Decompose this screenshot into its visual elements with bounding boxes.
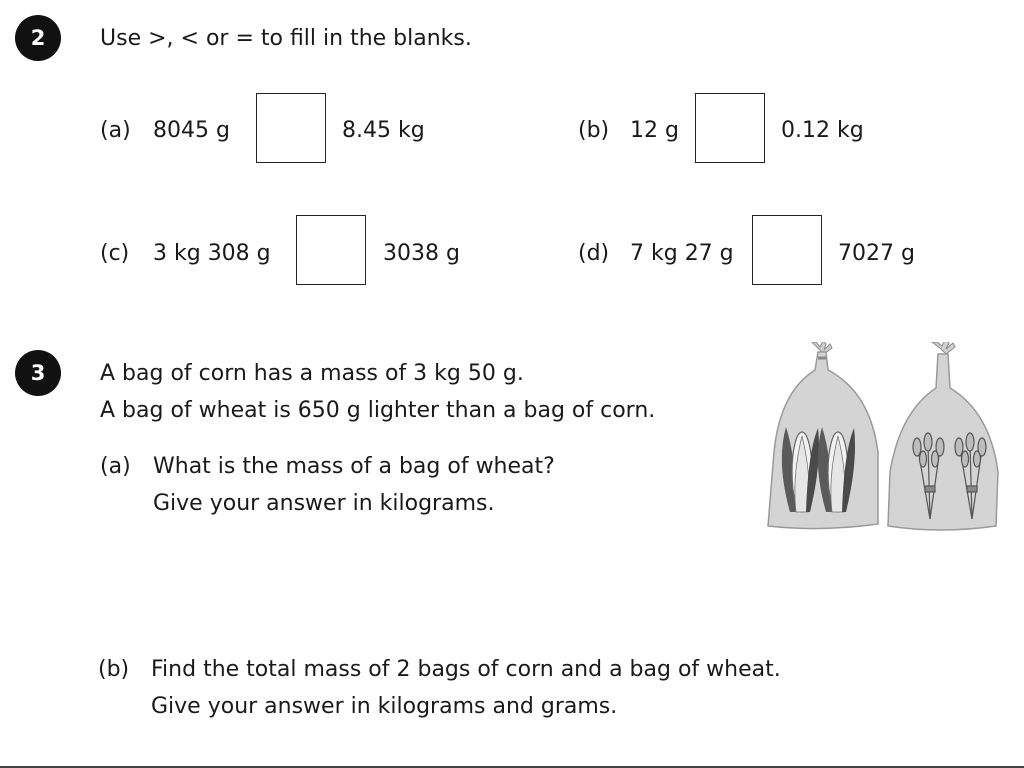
q2-part-a-right-value: 8.45 kg bbox=[342, 118, 425, 143]
q2-part-b-answer-box[interactable] bbox=[695, 93, 765, 163]
question-2-number: 2 bbox=[15, 15, 61, 61]
question-2-instruction: Use >, < or = to fill in the blanks. bbox=[100, 26, 472, 51]
q3-part-a-label: (a) bbox=[100, 454, 131, 479]
q2-part-c-right-value: 3038 g bbox=[383, 241, 460, 266]
q2-part-d-right-value: 7027 g bbox=[838, 241, 915, 266]
corn-and-wheat-bags-illustration bbox=[760, 342, 1010, 534]
q2-part-d-left-value: 7 kg 27 g bbox=[630, 241, 734, 266]
q2-part-d-label: (d) bbox=[578, 241, 610, 266]
q2-part-b-right-value: 0.12 kg bbox=[781, 118, 864, 143]
q3-part-b-instruction: Give your answer in kilograms and grams. bbox=[151, 694, 618, 719]
wheat-bag-icon bbox=[888, 342, 998, 530]
q2-part-a-left-value: 8045 g bbox=[153, 118, 230, 143]
q2-part-b-left-value: 12 g bbox=[630, 118, 679, 143]
q2-part-a-label: (a) bbox=[100, 118, 131, 143]
q2-part-d-answer-box[interactable] bbox=[752, 215, 822, 285]
q2-part-c-answer-box[interactable] bbox=[296, 215, 366, 285]
q3-part-b-label: (b) bbox=[98, 657, 130, 682]
q3-part-b-question: Find the total mass of 2 bags of corn and a bag of wheat. bbox=[151, 657, 781, 682]
q3-part-a-question: What is the mass of a bag of wheat? bbox=[153, 454, 555, 479]
q3-part-a-instruction: Give your answer in kilograms. bbox=[153, 491, 495, 516]
q3-wheat-statement: A bag of wheat is 650 g lighter than a bag of corn. bbox=[100, 398, 656, 423]
q2-part-a-answer-box[interactable] bbox=[256, 93, 326, 163]
q3-corn-statement: A bag of corn has a mass of 3 kg 50 g. bbox=[100, 361, 524, 386]
q2-part-c-left-value: 3 kg 308 g bbox=[153, 241, 271, 266]
q2-part-b-label: (b) bbox=[578, 118, 610, 143]
corn-bag-icon bbox=[768, 342, 878, 529]
question-3-number: 3 bbox=[15, 350, 61, 396]
q2-part-c-label: (c) bbox=[100, 241, 130, 266]
